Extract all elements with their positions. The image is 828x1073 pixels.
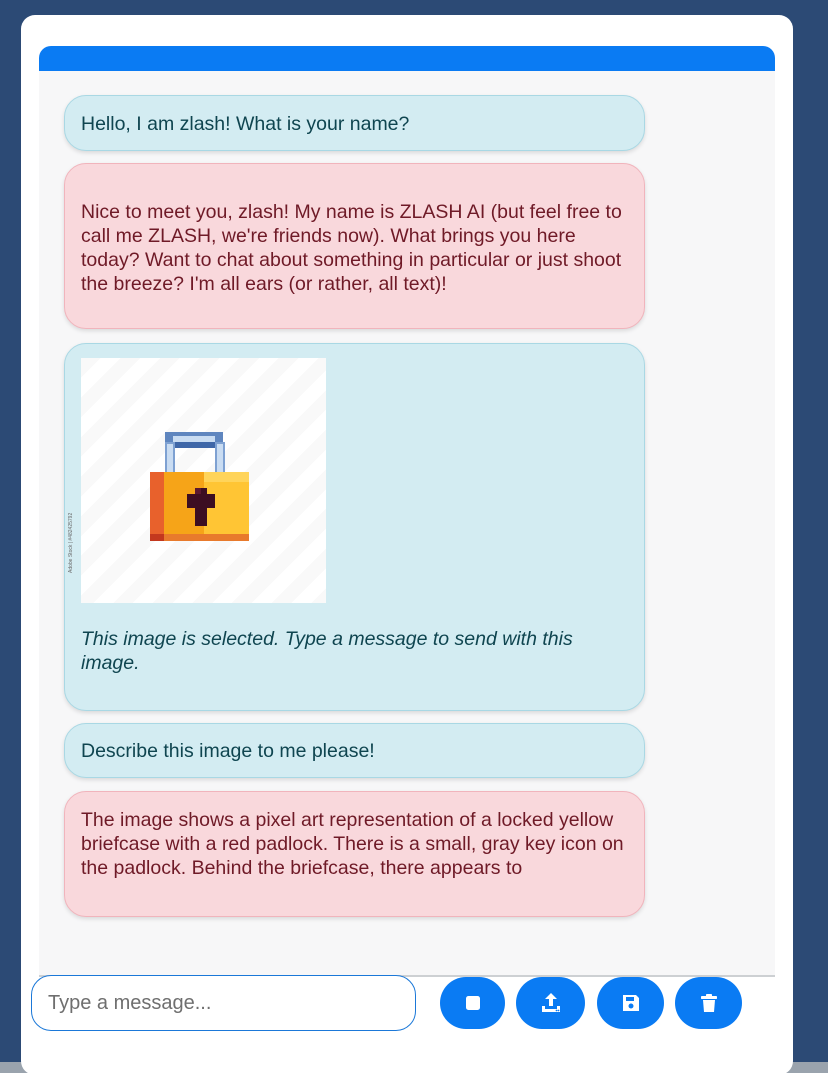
stop-icon: [464, 994, 482, 1012]
message-text: This image is selected. Type a message to send with this image.: [81, 628, 573, 674]
trash-icon: [698, 992, 720, 1014]
save-button[interactable]: [597, 977, 664, 1029]
save-icon: [620, 992, 642, 1014]
delete-button[interactable]: [675, 977, 742, 1029]
upload-button[interactable]: [516, 977, 585, 1029]
upload-icon: [539, 991, 563, 1015]
message-bot: [64, 163, 645, 329]
message-user-image: [64, 343, 645, 711]
message-text: Hello, I am zlash! What is your name?: [81, 113, 410, 135]
chat-window: [21, 15, 793, 1073]
message-input-wrapper: [31, 975, 416, 1031]
message-text: The image shows a pixel art representation of a locked yellow briefcase with a red padlock. There is a small, gray key icon on the padlock. Behind the briefcase, there appears to: [81, 809, 624, 879]
message-text: Nice to meet you, zlash! My name is ZLASH AI (but feel free to call me ZLASH, we're friends now). What brings you here today? Want to chat about something in particular or just shoot the breeze? I'm all ears (or rather, all text)!: [81, 201, 622, 295]
message-text: Describe this image to me please!: [81, 740, 375, 762]
message-user: [64, 95, 645, 151]
image-watermark: Adobe Stock | #482425792: [68, 512, 74, 573]
header-bar: [39, 46, 775, 71]
selected-image-thumbnail[interactable]: [68, 358, 326, 603]
stop-button[interactable]: [440, 977, 505, 1029]
message-bot: [64, 791, 645, 917]
chat-area[interactable]: [39, 71, 775, 975]
message-input[interactable]: [32, 976, 415, 1030]
message-user: [64, 723, 645, 778]
padlock-icon: [81, 358, 326, 603]
